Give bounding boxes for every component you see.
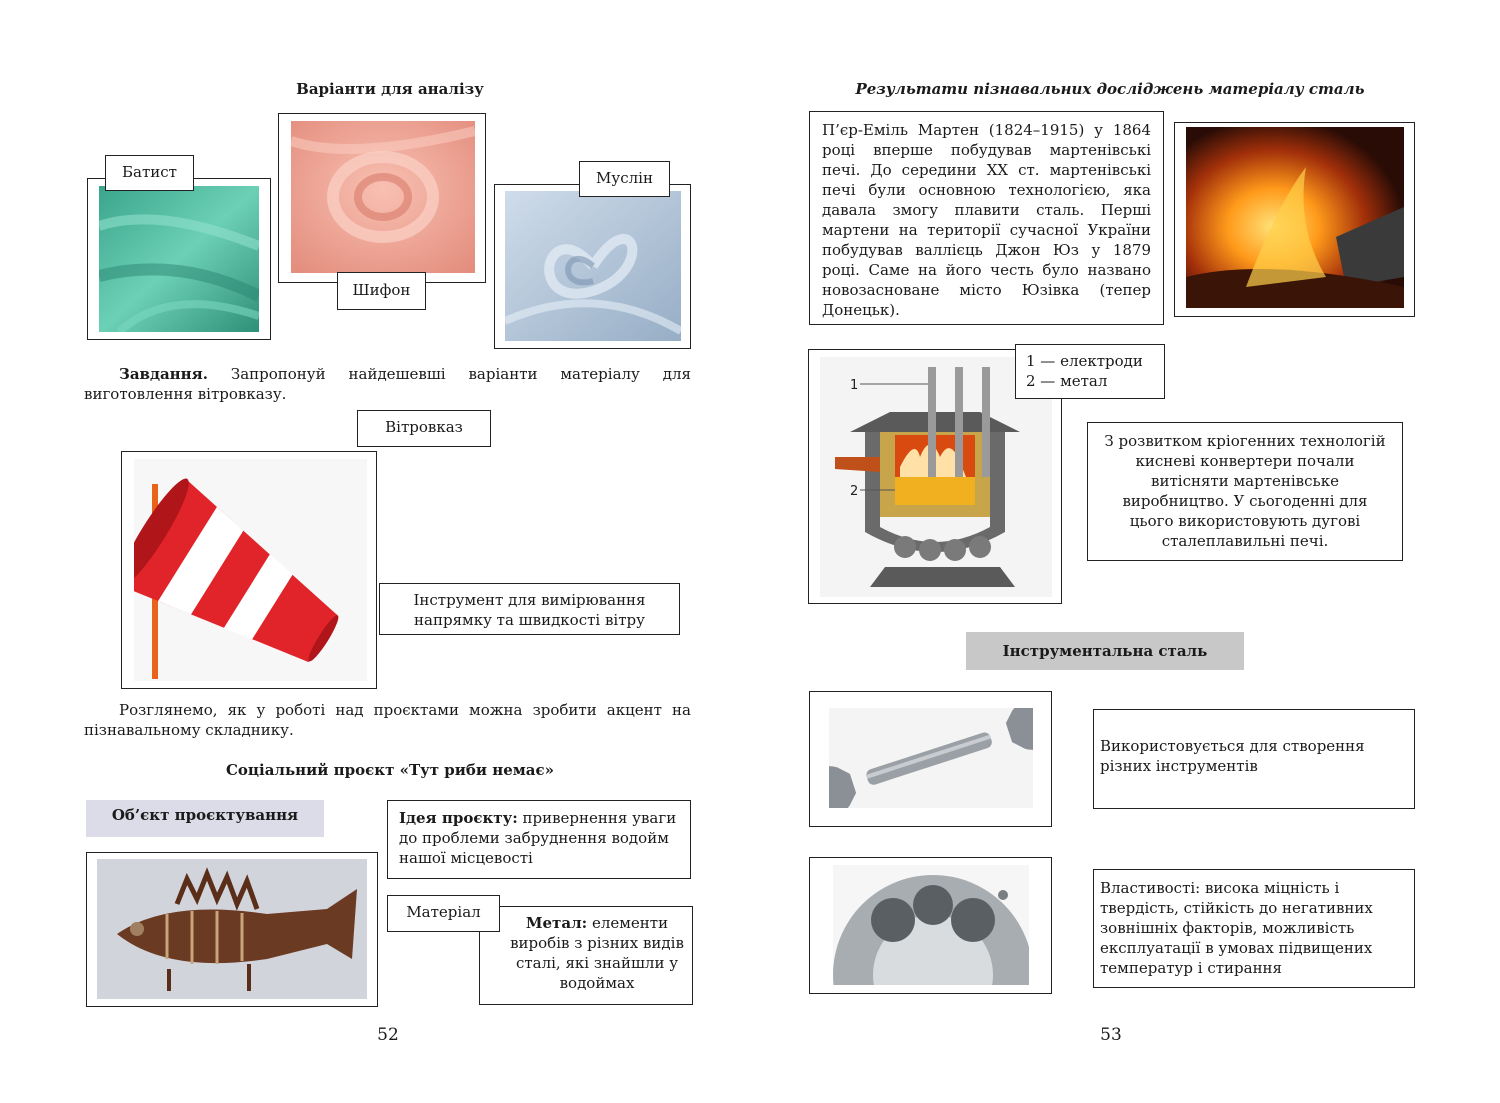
muslin-photo-frame xyxy=(494,184,691,349)
windsock-photo-frame xyxy=(121,451,377,689)
wrench-photo-frame xyxy=(809,691,1052,827)
threading-die-image xyxy=(833,865,1029,985)
task-paragraph xyxy=(84,364,691,404)
usage-text-box: Використовується для створення різних інструментів xyxy=(1093,709,1415,809)
die-photo-frame xyxy=(809,857,1052,994)
object-label: Об’єкт проєктування xyxy=(86,800,324,837)
furnace-photo-frame xyxy=(1174,122,1415,317)
legend-metal: 2 — метал xyxy=(1026,372,1108,390)
legend-electrodes: 1 — електроди xyxy=(1026,352,1143,370)
idea-bold-label: Ідея проєкту: xyxy=(399,809,518,827)
shyfon-label: Шифон xyxy=(337,272,426,310)
windsock-label: Вітровказ xyxy=(357,410,491,447)
material-label: Матеріал xyxy=(387,895,500,932)
furnace-legend xyxy=(1015,344,1165,399)
idea-text: привернення уваги до проблеми забруднення водойм нашої місцевості xyxy=(399,809,677,867)
results-heading: Результати пізнавальних досліджень матеріалу сталь xyxy=(855,80,1365,98)
history-text-box: П’єр-Еміль Мартен (1824–1915) у 1864 році вперше побудував мартенівські печі. До середини ХХ ст. мартенівські печі були основною технологією, яка давала змогу плавити сталь. Перші мартени на території сучасної України побудував валлієць Джон Юз у 1879 році. Саме на його честь було названо новозасноване місто Юзівка (тепер Донецьк). xyxy=(809,111,1164,325)
batyst-label: Батист xyxy=(105,155,194,191)
tool-steel-label: Інструментальна сталь xyxy=(966,632,1244,670)
windsock-image xyxy=(134,459,367,681)
furnace-marker-1: 1 xyxy=(850,378,859,393)
molten-steel-image xyxy=(1186,127,1404,308)
shyfon-photo-frame xyxy=(278,113,486,283)
metal-description-box xyxy=(479,906,693,1005)
project-heading: Соціальний проєкт «Тут риби немає» xyxy=(225,761,554,779)
task-text: Запропонуй найдешевші варіанти матеріалу для виготовлення вітровказу. xyxy=(84,365,691,403)
page-number-right: 53 xyxy=(1100,1025,1122,1045)
batyst-photo-frame xyxy=(87,178,271,340)
project-idea-box xyxy=(387,800,691,879)
task-bold-label: Завдання. xyxy=(119,365,208,383)
shyfon-fabric-image xyxy=(291,121,475,273)
metal-text: елементи виробів з різних видів сталі, які знайшли у водоймах xyxy=(510,914,684,992)
paragraph-projects: Розглянемо, як у роботі над проєктами можна зробити акцент на пізнавальному складнику. xyxy=(84,701,691,739)
windsock-description: Інструмент для вимірювання напрямку та швидкості вітру xyxy=(379,583,680,635)
furnace-marker-2: 2 xyxy=(850,484,859,499)
cryogen-text-box: З розвитком кріогенних технологій кисневі конвертери почали витісняти мартенівське виробництво. У сьогоденні для цього використовують дугові сталеплавильні печі. xyxy=(1087,422,1403,561)
muslin-label: Муслін xyxy=(579,161,670,197)
muslin-fabric-image xyxy=(505,191,681,341)
batyst-fabric-image xyxy=(99,186,259,332)
metal-bold-label: Метал: xyxy=(525,914,588,932)
metal-fish-sculpture-image xyxy=(97,859,367,999)
variants-heading: Варіанти для аналізу xyxy=(296,80,484,98)
wrench-image xyxy=(829,708,1033,808)
properties-text-box: Властивості: висока міцність і твердість, стійкість до негативних зовнішніх факторів, можливість експлуатації в умовах підвищених температур і стирання xyxy=(1093,869,1415,988)
page-number-left: 52 xyxy=(377,1025,399,1045)
fish-photo-frame xyxy=(86,852,378,1007)
